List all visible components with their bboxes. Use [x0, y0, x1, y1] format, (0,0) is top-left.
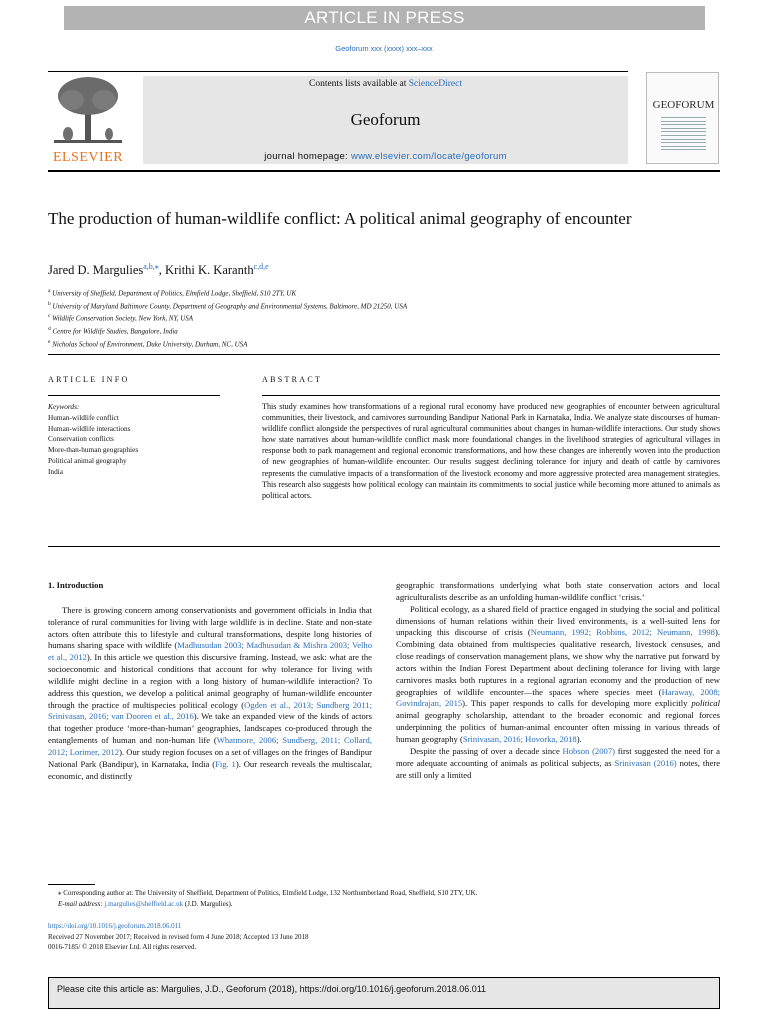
- keyword: India: [48, 466, 63, 476]
- author-affiliation-marks[interactable]: c,d,e: [253, 262, 269, 271]
- author-name: Jared D. Margulies: [48, 263, 144, 278]
- keyword: Political animal geography: [48, 455, 127, 465]
- contents-line: [143, 79, 628, 89]
- header-bottom-rule: [48, 170, 720, 172]
- citation-link[interactable]: Haraway, 2008; Govindrajan, 2015: [396, 686, 721, 709]
- body-paragraph: Despite the passing of over a decade since Hobson (2007) first suggested the need for a more adequate accounting of animals as political subjects, as Srinivasan (2016) notes, there are still only a limited: [396, 745, 721, 780]
- footnote-rule: [48, 884, 95, 885]
- corresponding-author-note: ⁎ Corresponding author at: The University of Sheffield, Department of Politics, Elmfield Lodge, 132 Northumberland Road, Sheffield, S10 2TY, UK.: [58, 889, 478, 897]
- article-info-heading: ARTICLE INFO: [48, 375, 130, 384]
- body-paragraph: There is growing concern among conservationists and government officials in India that tolerance of rural communities for living with large wildlife is in decline. State and non-state actors often attribute this to lifestyle and cultural transformations, despite long histories of humans sharing space with wildlife (Madhusudan 2003; Madhusudan & Mishra 2003; Velho et al., 2012). In this article we question this discursive framing. Instead, we ask: what are the socioeconomic and historical conditions that account for why tolerance for living with wildlife might decline in a region with a long history of human-wildlife interaction? To address this question, we develop a political animal geography of human-wildlife encounter through the practice of multispecies political ecology (Ogden et al., 2013; Sundberg 2011; Srinivasan, 2016; van Dooren et al., 2016). We take an expanded view of the kinds of actors that together produce ‘more-than-human’ geographies, landscapes co-produced through the entanglements of human and non-human life (Whatmore, 2006; Sundberg, 2011; Collard, 2012; Lorimer, 2012). Our study region focuses on a set of villages on the fringes of Bandipur National Park (Bandipur), in Karnataka, India (Fig. 1). Our research reveals the multiscalar, economic, and distinctly: [48, 604, 373, 781]
- author-list: [48, 262, 269, 278]
- body-paragraph: Political ecology, as a shared field of practice engaged in studying the social and political dimensions of human relations within their lived environments, is a well-suited lens for unpacking this discourse of crisis (Neumann, 1992; Robbins, 2012; Neumann, 1998). Combining data obtained from multispecies qualitative research, livestock censuses, and close readings of conservation management plans, we show why the narrative put forward by actors within the Indian Forest Department about declining tolerance for living with large carnivores masks both ruptures in a regional agrarian economy and the production of new geographies of wildlife encounter—the spaces where species meet (Haraway, 2008; Govindrajan, 2015). This paper responds to calls for developing more explicitly political animal geography scholarship, attendant to the broader economic and regional forces underpinning the politics of human-animal encounter often missing in various threads of human geography (Srinivasan, 2016; Hovorka, 2018).: [396, 603, 721, 744]
- citation-link[interactable]: Fig. 1: [215, 758, 236, 769]
- affiliation: $^d$ Centre for Wildlife Studies, Bangalore, India: [48, 325, 178, 336]
- journal-homepage-link[interactable]: www.elsevier.com/locate/geoforum: [350, 151, 507, 162]
- keywords-label: Keywords:: [48, 402, 80, 411]
- affiliation: $^e$ Nicholas School of Environment, Duke University, Durham, NC, USA: [48, 338, 248, 348]
- author-name: Krithi K. Karanth: [165, 263, 254, 278]
- publisher-name: ELSEVIER: [52, 150, 124, 165]
- article-info-rule: [48, 395, 220, 396]
- publication-info: [48, 921, 720, 953]
- abstract-rule: [262, 395, 720, 396]
- cover-title: GEOFORUM: [652, 99, 715, 111]
- citation-link[interactable]: Whatmore, 2006; Sundberg, 2011; Collard, 2012; Lorimer, 2012: [48, 735, 372, 757]
- author-separator: ,: [158, 263, 166, 278]
- keyword: More-than-human geographies: [48, 445, 139, 455]
- body-paragraph: geographic transformations underlying what both state conservation actors and local agriculturalists describe as an unfolding human-wildlife conflict ‘crisis.’: [396, 580, 720, 602]
- citation-box: Please cite this article as: Margulies, J.D., Geoforum (2018), https://doi.org/10.1016/j.geoforum.2018.06.011: [48, 977, 720, 1009]
- citation-link[interactable]: Hobson (2007): [562, 745, 615, 756]
- email-line: [58, 899, 720, 910]
- author-email-link[interactable]: j.margulies@sheffield.ac.uk: [104, 900, 184, 908]
- article-in-press-banner: ARTICLE IN PRESS: [64, 6, 705, 30]
- email-suffix: (J.D. Margulies).: [183, 900, 233, 908]
- citation-link[interactable]: Neumann, 1992; Robbins, 2012; Neumann, 1998: [530, 627, 715, 638]
- homepage-prefix: journal homepage:: [264, 151, 351, 162]
- copyright-line: 0016-7185/ © 2018 Elsevier Ltd. All rights reserved.: [48, 943, 197, 951]
- keywords-block: [48, 402, 220, 478]
- doi-link[interactable]: https://doi.org/10.1016/j.geoforum.2018.06.011: [48, 922, 182, 930]
- journal-cover-thumbnail[interactable]: [646, 72, 719, 164]
- cover-text-lines: [661, 117, 706, 153]
- affiliation: $^a$ University of Sheffield, Department of Politics, Elmfield Lodge, Sheffield, S10 2TY, UK: [48, 288, 297, 298]
- affiliation: $^b$ University of Maryland Baltimore County, Department of Geography and Environmental Systems, Baltimore, MD 21250, USA: [48, 300, 408, 310]
- article-title: The production of human-wildlife conflict: A political animal geography of encounter: [48, 209, 632, 228]
- footnote: [48, 888, 720, 910]
- citation-link[interactable]: Ogden et al., 2013; Sundberg 2011; Srinivasan, 2016; van Dooren et al., 2016: [48, 699, 372, 722]
- affiliations: [48, 286, 608, 349]
- keyword: Conservation conflicts: [48, 434, 114, 444]
- body-column-left: [48, 580, 372, 783]
- header-top-rule: [48, 71, 628, 72]
- keyword: Human-wildlife interactions: [48, 423, 131, 433]
- affiliation: $^c$ Wildlife Conservation Society, New York, NY, USA: [48, 313, 194, 323]
- author-affiliation-marks[interactable]: a,b,⁎: [143, 262, 159, 271]
- keyword: Human-wildlife conflict: [48, 412, 119, 422]
- citation-link[interactable]: Madhusudan 2003; Madhusudan & Mishra 2003; Velho et al., 2012: [48, 640, 372, 663]
- sciencedirect-link[interactable]: ScienceDirect: [408, 79, 462, 89]
- contents-prefix: Contents lists available at: [308, 79, 409, 89]
- section-rule: [48, 546, 720, 547]
- journal-name: Geoforum: [350, 110, 421, 129]
- citation-link[interactable]: Srinivasan, 2016; Hovorka, 2018: [462, 733, 577, 744]
- journal-reference-link[interactable]: Geoforum xxx (xxxx) xxx–xxx: [335, 44, 433, 53]
- section-rule: [48, 354, 720, 355]
- body-column-right: [396, 580, 720, 781]
- section-heading: 1. Introduction: [48, 580, 104, 590]
- homepage-line: [143, 151, 628, 162]
- abstract-text: This study examines how transformations of a regional rural economy have produced new geographies of encounter between agricultural communities, their livestock, and carnivores surrounding Bandipur National Park in Karnataka, India. We analyze state discourses of human-wildlife conflict alongside the perspectives of rural agricultural communities about changes in human-wildlife interactions. Our study shows how state narratives about human-wildlife conflict mask more foundational changes in the livelihood strategies of agricultural villages in response both to park management and regional economic transformations, and how these changes are inherently woven into the production of new geographies of human-wildlife encounter. Our results suggest declining tolerance for injury and death of cattle by carnivores represents the cumulative impacts of a transformation of the livestock economy and more aggressive protected area management strategies. This research also suggests how political ecology can maintain its commitments to social justice while becoming more attuned to animals as political actors.: [262, 402, 720, 500]
- abstract-heading: ABSTRACT: [262, 375, 323, 384]
- emphasis-text: political: [691, 698, 720, 709]
- citation-link[interactable]: Srinivasan (2016): [614, 757, 677, 768]
- email-label: E-mail address:: [58, 900, 103, 908]
- received-dates: Received 27 November 2017; Received in revised form 4 June 2018; Accepted 13 June 2018: [48, 932, 309, 941]
